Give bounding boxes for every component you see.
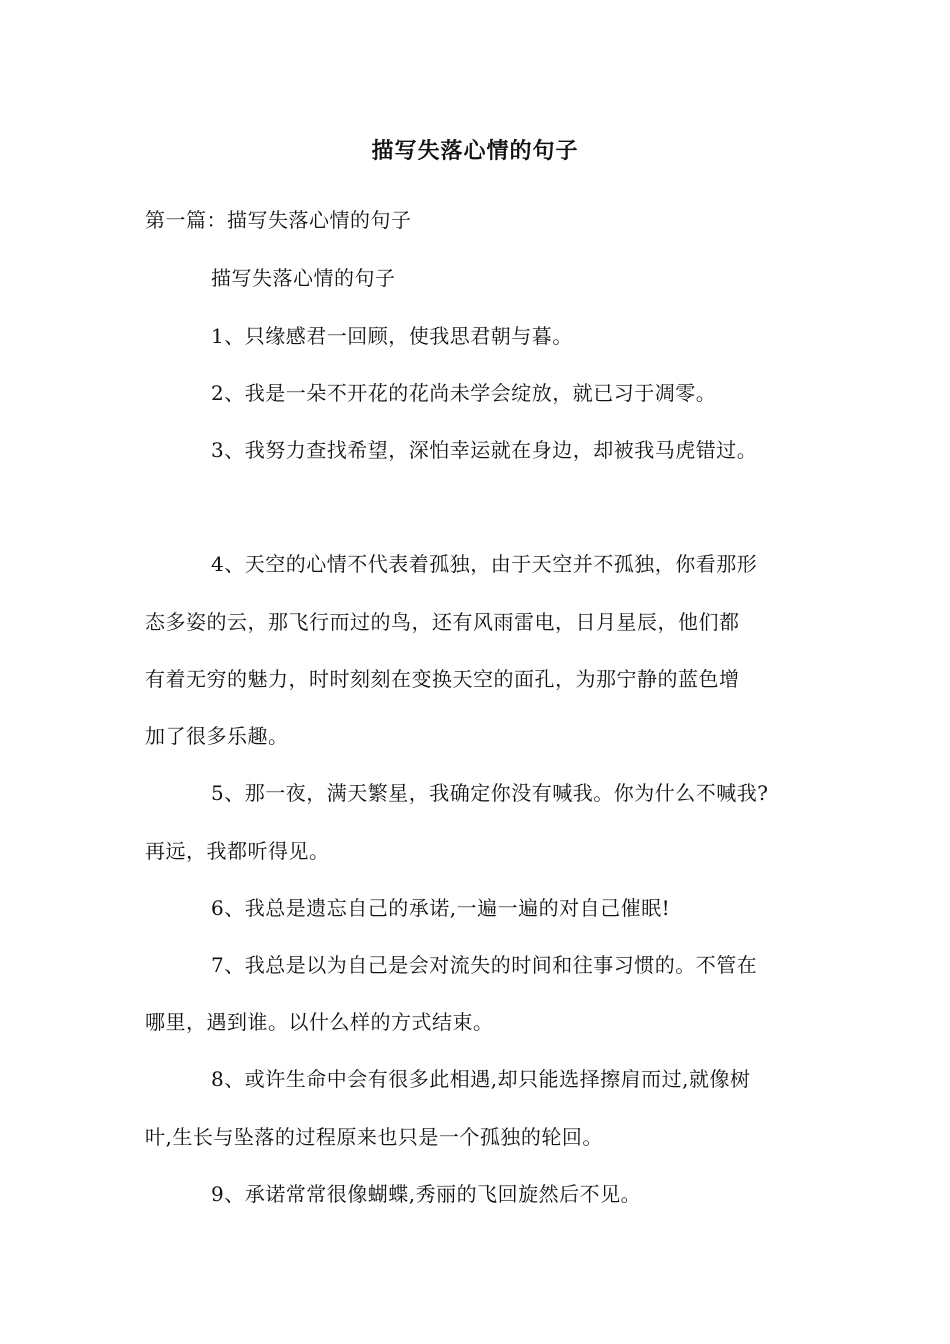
paragraph-line: 5、那一夜，满天繁星，我确定你没有喊我。你为什么不喊我?	[211, 781, 769, 805]
paragraph-line: 3、我努力查找希望，深怕幸运就在身边，却被我马虎错过。	[211, 438, 758, 462]
document-title: 描写失落心情的句子	[371, 138, 579, 164]
paragraph-line: 再远，我都听得见。	[145, 839, 330, 863]
paragraph-line: 2、我是一朵不开花的花尚未学会绽放，就已习于凋零。	[211, 381, 717, 405]
paragraph-line: 4、天空的心情不代表着孤独，由于天空并不孤独，你看那形	[211, 552, 758, 576]
paragraph-line: 9、承诺常常很像蝴蝶,秀丽的飞回旋然后不见。	[211, 1182, 642, 1206]
subtitle: 描写失落心情的句子	[211, 266, 396, 290]
paragraph-line: 哪里，遇到谁。以什么样的方式结束。	[145, 1010, 494, 1034]
paragraph-line: 叶,生长与坠落的过程原来也只是一个孤独的轮回。	[145, 1125, 603, 1149]
paragraph-line: 8、或许生命中会有很多此相遇,却只能选择擦肩而过,就像树	[211, 1067, 751, 1091]
section-heading: 第一篇：描写失落心情的句子	[145, 208, 412, 232]
paragraph-line: 1、只缘感君一回顾，使我思君朝与暮。	[211, 324, 573, 348]
paragraph-line: 6、我总是遗忘自己的承诺,一遍一遍的对自己催眠!	[211, 896, 671, 920]
paragraph-line: 加了很多乐趣。	[145, 724, 289, 748]
paragraph-line: 态多姿的云，那飞行而过的鸟，还有风雨雷电，日月星辰，他们都	[145, 610, 740, 634]
paragraph-line: 有着无穷的魅力，时时刻刻在变换天空的面孔，为那宁静的蓝色增	[145, 667, 740, 691]
paragraph-line: 7、我总是以为自己是会对流失的时间和往事习惯的。不管在	[211, 953, 758, 977]
